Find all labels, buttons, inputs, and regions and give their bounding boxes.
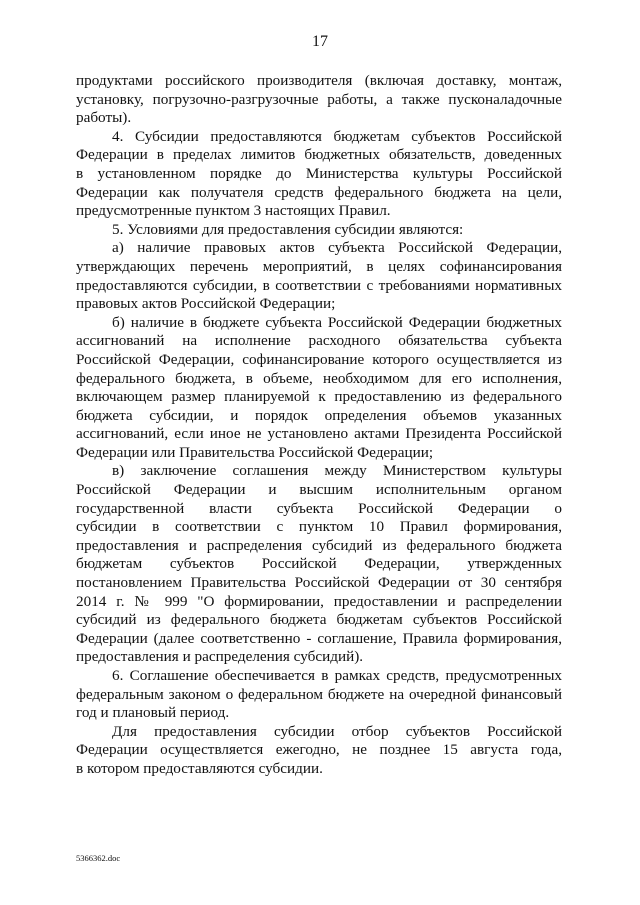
text-line: постановлением Правительства Российской Федерации от 30 сентября bbox=[76, 574, 562, 592]
text-line: в установленном порядке до Министерства культуры Российской bbox=[76, 164, 562, 182]
text-line: включающем размер планируемой к предоставлению из федерального bbox=[76, 388, 562, 406]
text-line: предоставляются субсидии, в соответствии с требованиями нормативных bbox=[76, 276, 562, 294]
text-line: предоставления и распределения субсидий из федерального бюджета bbox=[76, 536, 562, 554]
paragraph-p7 bbox=[76, 723, 562, 779]
text-line: а) наличие правовых актов субъекта Российской Федерации, bbox=[112, 239, 562, 257]
text-line: Федерации в пределах лимитов бюджетных обязательств, доведенных bbox=[76, 146, 562, 164]
text-line: установку, погрузочно-разгрузочные работы, а также пусконаладочные bbox=[76, 90, 562, 108]
text-line: правовых актов Российской Федерации; bbox=[76, 295, 336, 313]
text-line: Федерации как получателя средств федерального бюджета на цели, bbox=[76, 183, 562, 201]
text-line: предусмотренные пунктом 3 настоящих Правил. bbox=[76, 202, 391, 220]
text-line: Федерации или Правительства Российской Федерации; bbox=[76, 443, 434, 461]
text-line: Федерации осуществляется ежегодно, не позднее 15 августа года, bbox=[76, 741, 562, 759]
text-line: б) наличие в бюджете субъекта Российской Федерации бюджетных bbox=[112, 313, 562, 331]
text-line: Для предоставления субсидии отбор субъектов Российской bbox=[112, 722, 562, 740]
text-line: 4. Субсидии предоставляются бюджетам субъектов Российской bbox=[112, 127, 562, 145]
text-line: ассигнований, если иное не установлено актами Президента Российской bbox=[76, 425, 562, 443]
text-line: бюджетам субъектов Российской Федерации, утвержденных bbox=[76, 555, 562, 573]
paragraph-p5a bbox=[76, 239, 562, 313]
text-line: 2014 г. № 999 "О формировании, предоставлении и распределении bbox=[76, 592, 562, 610]
paragraph-cont bbox=[76, 72, 562, 128]
text-line: бюджета субсидии, и порядок определения объемов указанных bbox=[76, 406, 562, 424]
paragraph-p4 bbox=[76, 128, 562, 221]
text-line: работы). bbox=[76, 109, 132, 127]
paragraph-p5b bbox=[76, 314, 562, 463]
text-line: федеральным законом о федеральном бюджете на очередной финансовый bbox=[76, 685, 562, 703]
text-line: субсидии в соответствии с пунктом 10 Правил формирования, bbox=[76, 518, 562, 536]
document-body bbox=[76, 72, 562, 779]
text-line: субсидий из федерального бюджета бюджетам субъектов Российской bbox=[76, 611, 562, 629]
text-line: в котором предоставляются субсидии. bbox=[76, 759, 323, 777]
text-line: федерального бюджета, в объеме, необходимом для его исполнения, bbox=[76, 369, 562, 387]
paragraph-p5 bbox=[76, 221, 562, 240]
text-line: Российской Федерации, софинансирование которого осуществляется из bbox=[76, 350, 562, 368]
text-line: Российской Федерации и высшим исполнительным органом bbox=[76, 481, 562, 499]
footer-file-name: 5366362.doc bbox=[76, 853, 121, 863]
text-line: Федерации (далее соответственно - соглашение, Правила формирования, bbox=[76, 629, 562, 647]
paragraph-p6 bbox=[76, 667, 562, 723]
text-line: продуктами российского производителя (включая доставку, монтаж, bbox=[76, 72, 562, 89]
page-number: 17 bbox=[312, 33, 328, 50]
text-line: ассигнований на исполнение расходного обязательства субъекта bbox=[76, 332, 562, 350]
text-line: год и плановый период. bbox=[76, 704, 230, 722]
text-line: 5. Условиями для предоставления субсидии являются: bbox=[112, 220, 464, 238]
text-line: государственной власти субъекта Российской Федерации о bbox=[76, 499, 562, 517]
text-line: утверждающих перечень мероприятий, в целях софинансирования bbox=[76, 257, 562, 275]
paragraph-p5v bbox=[76, 462, 562, 667]
text-line: 6. Соглашение обеспечивается в рамках средств, предусмотренных bbox=[112, 667, 562, 684]
text-line: в) заключение соглашения между Министерством культуры bbox=[112, 462, 562, 480]
text-line: предоставления и распределения субсидий). bbox=[76, 648, 364, 666]
